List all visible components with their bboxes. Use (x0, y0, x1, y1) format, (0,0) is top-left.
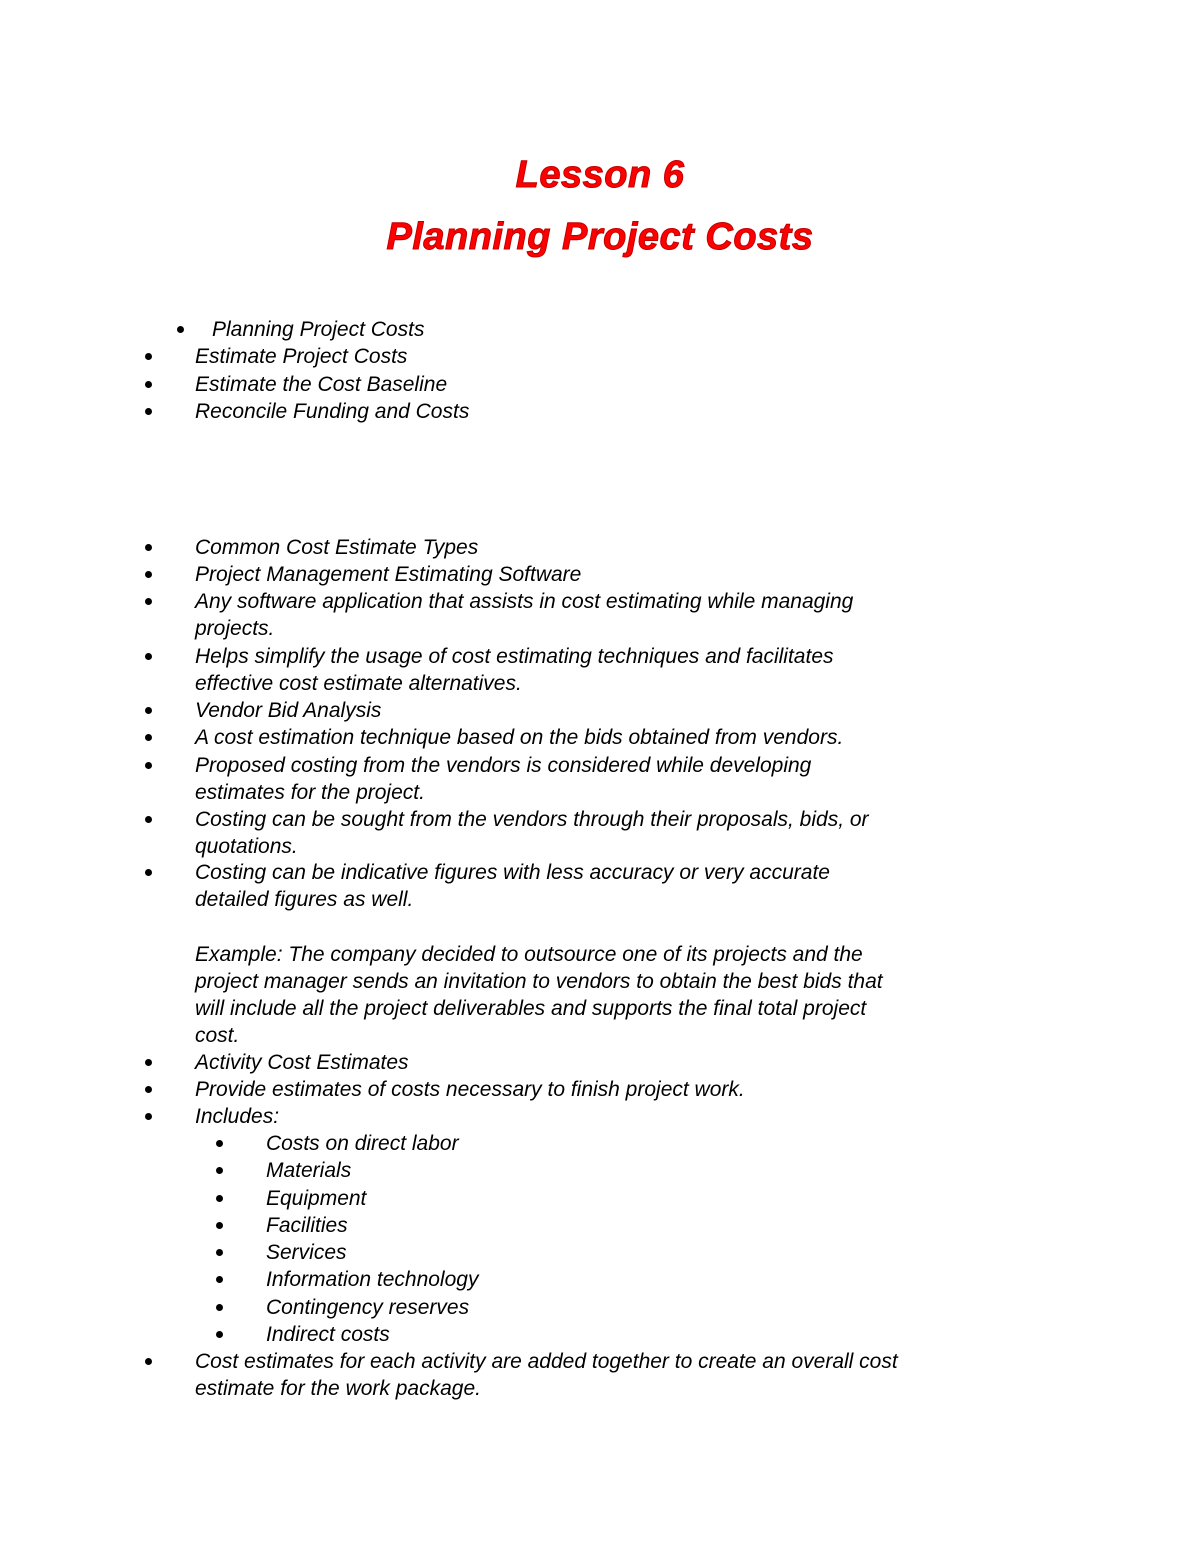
bullet-icon (216, 1331, 223, 1338)
list-item: Costing can be sought from the vendors through their proposals, bids, or (195, 808, 869, 831)
bullet-icon (145, 869, 152, 876)
objective-item: Estimate the Cost Baseline (195, 373, 448, 396)
bullet-icon (145, 707, 152, 714)
list-item: Common Cost Estimate Types (195, 536, 479, 559)
bullet-icon (145, 1113, 152, 1120)
bullet-icon (145, 653, 152, 660)
bullet-icon (216, 1222, 223, 1229)
example-line: cost. (195, 1024, 240, 1047)
bullet-icon (216, 1167, 223, 1174)
list-item-continuation: detailed figures as well. (195, 888, 414, 911)
sub-list-item: Materials (266, 1159, 352, 1182)
list-item: Proposed costing from the vendors is considered while developing (195, 754, 812, 777)
example-line: project manager sends an invitation to vendors to obtain the best bids that (195, 970, 883, 993)
list-item: Any software application that assists in cost estimating while managing (195, 590, 854, 613)
sub-list-item: Facilities (266, 1214, 348, 1237)
bullet-icon (145, 381, 152, 388)
objective-item: Planning Project Costs (212, 318, 425, 341)
list-item-continuation: quotations. (195, 835, 298, 858)
example-line: will include all the project deliverables and supports the final total project (195, 997, 867, 1020)
bullet-icon (145, 353, 152, 360)
bullet-icon (216, 1304, 223, 1311)
list-item-continuation: estimate for the work package. (195, 1377, 481, 1400)
bullet-icon (145, 1358, 152, 1365)
objective-item: Reconcile Funding and Costs (195, 400, 470, 423)
lesson-title-heading: Planning Project Costs (386, 216, 814, 258)
bullet-icon (216, 1195, 223, 1202)
list-item: A cost estimation technique based on the bids obtained from vendors. (195, 726, 844, 749)
sub-list-item: Services (266, 1241, 347, 1264)
list-item: Vendor Bid Analysis (195, 699, 382, 722)
list-item: Helps simplify the usage of cost estimating techniques and facilitates (195, 645, 834, 668)
bullet-icon (145, 1059, 152, 1066)
example-line: Example: The company decided to outsource one of its projects and the (195, 943, 863, 966)
bullet-icon (216, 1140, 223, 1147)
bullet-icon (145, 571, 152, 578)
sub-list-item: Equipment (266, 1187, 367, 1210)
objective-item: Estimate Project Costs (195, 345, 408, 368)
list-item: Provide estimates of costs necessary to finish project work. (195, 1078, 745, 1101)
bullet-icon (145, 544, 152, 551)
sub-list-item: Costs on direct labor (266, 1132, 459, 1155)
list-item: Activity Cost Estimates (195, 1051, 409, 1074)
sub-list-item: Indirect costs (266, 1323, 390, 1346)
lesson-number-heading: Lesson 6 (515, 154, 685, 196)
bullet-icon (145, 408, 152, 415)
bullet-icon (216, 1249, 223, 1256)
list-item: Costing can be indicative figures with less accuracy or very accurate (195, 861, 830, 884)
bullet-icon (145, 1086, 152, 1093)
bullet-icon (145, 816, 152, 823)
list-item-continuation: effective cost estimate alternatives. (195, 672, 522, 695)
sub-list-item: Contingency reserves (266, 1296, 470, 1319)
list-item-continuation: estimates for the project. (195, 781, 425, 804)
list-item-continuation: projects. (195, 617, 275, 640)
bullet-icon (145, 762, 152, 769)
bullet-icon (216, 1276, 223, 1283)
list-item: Cost estimates for each activity are added together to create an overall cost (195, 1350, 898, 1373)
sub-list-item: Information technology (266, 1268, 479, 1291)
bullet-icon (145, 598, 152, 605)
bullet-icon (177, 326, 184, 333)
bullet-icon (145, 734, 152, 741)
list-item: Project Management Estimating Software (195, 563, 582, 586)
list-item: Includes: (195, 1105, 280, 1128)
